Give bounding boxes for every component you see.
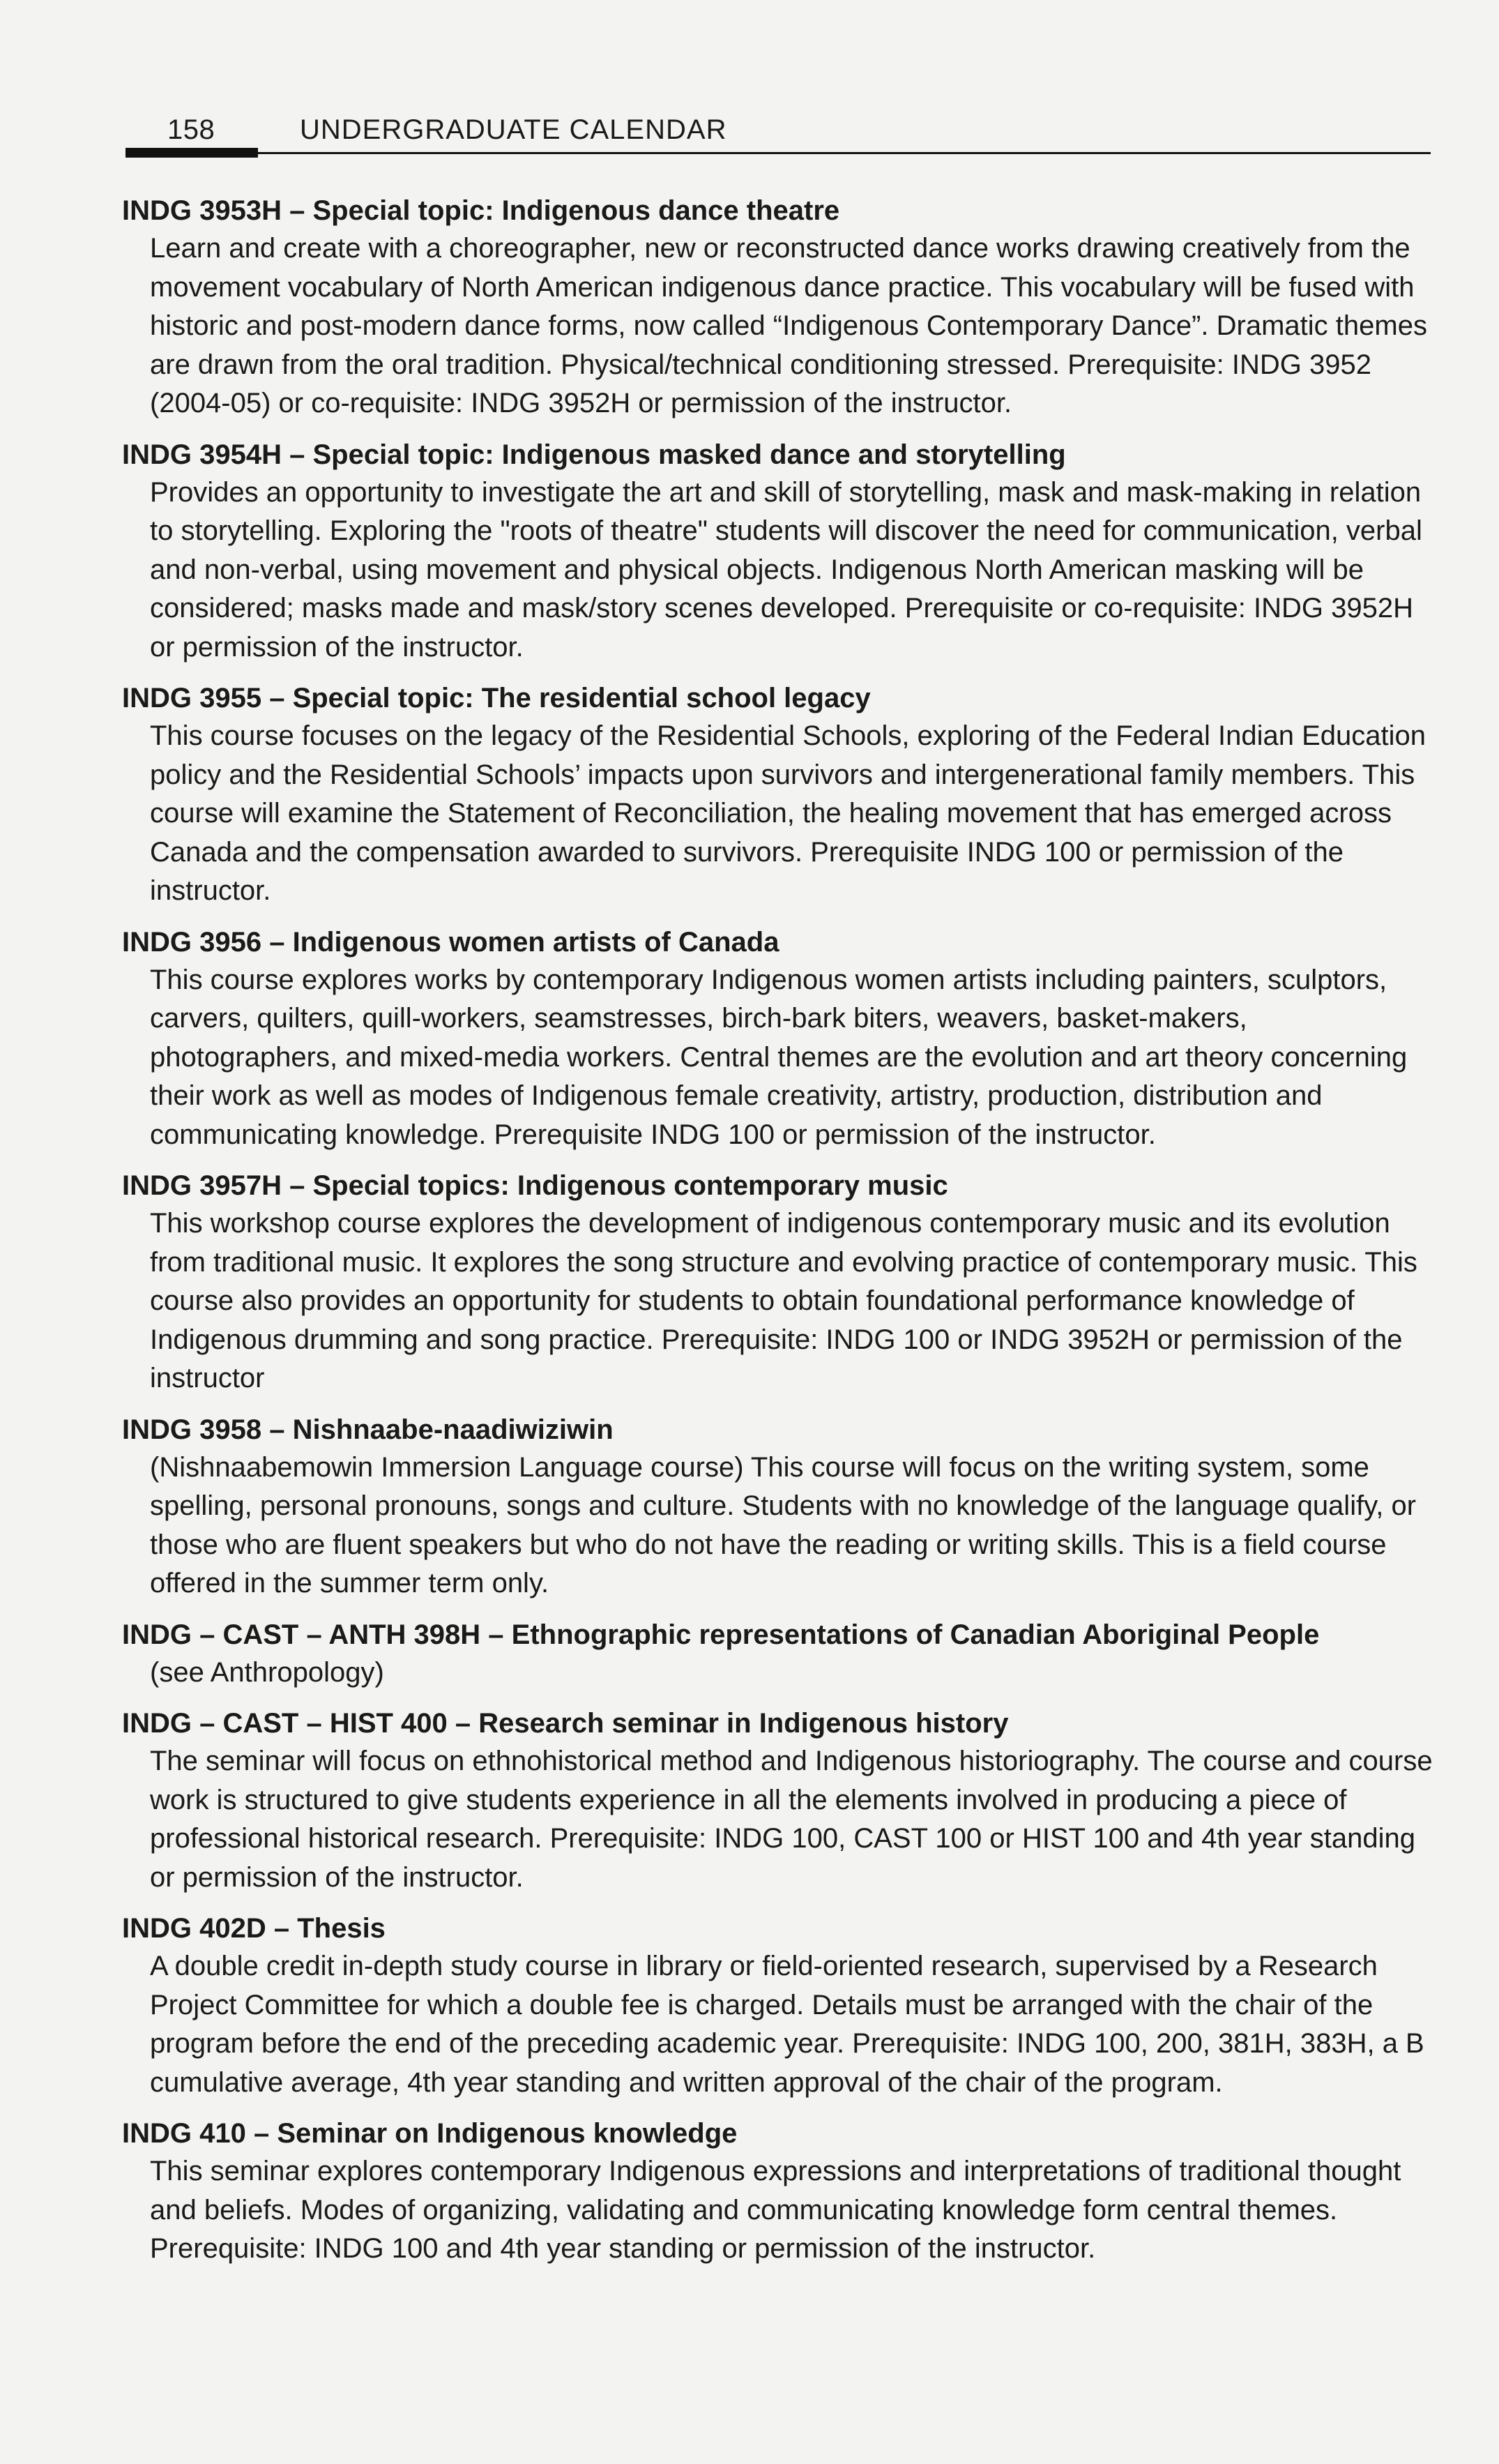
course-description: This course explores works by contemporary Indigenous women artists including painters, sculptors, carvers, quilters, quill-workers, seamstresses, birch-bark biters, weavers, basket-makers, photographers, and mixed-media workers. Central themes are the evolution and art theory concerning their work as well as modes of Indigenous female creativity, artistry, production, distribution and communicating knowledge. Prerequisite INDG 100 or permission of the instructor. <box>150 964 1408 1150</box>
course-entry-indg-3953h <box>122 192 1433 423</box>
course-cross-reference: (see Anthropology) <box>150 1656 384 1688</box>
page-number: 158 <box>167 114 215 145</box>
course-entry-indg-3957h <box>122 1167 1433 1398</box>
course-entry-indg-3954h <box>122 436 1433 667</box>
course-entry-indg-3958 <box>122 1411 1433 1603</box>
header-thin-rule <box>258 152 1431 154</box>
course-entry-indg-410 <box>122 2115 1433 2269</box>
course-title: INDG 402D – Thesis <box>122 1913 386 1944</box>
course-description: Learn and create with a choreographer, new or reconstructed dance works drawing creatively from the movement vocabulary of North American indigenous dance practice. This vocabulary will be fused with historic and post-modern dance forms, now called “Indigenous Contemporary Dance”. Dramatic themes are drawn from the oral tradition. Physical/technical conditioning stressed. Prerequisite: INDG 3952 (2004-05) or co-requisite: INDG 3952H or permission of the instructor. <box>150 233 1427 418</box>
course-description: This seminar explores contemporary Indigenous expressions and interpretations of traditional thought and beliefs. Modes of organizing, validating and communicating knowledge form central themes. Prerequisite: INDG 100 and 4th year standing or permission of the instructor. <box>150 2156 1401 2264</box>
course-description: This workshop course explores the development of indigenous contemporary music and its evolution from traditional music. It explores the song structure and evolving practice of contemporary music. This course also provides an opportunity for students to obtain foundational performance knowledge of Indigenous drumming and song practice. Prerequisite: INDG 100 or INDG 3952H or permission of the instructor <box>150 1208 1417 1393</box>
course-list <box>122 192 1433 2281</box>
course-description: A double credit in-depth study course in library or field-oriented research, supervised by a Research Project Committee for which a double fee is charged. Details must be arranged with the chair of the program before the end of the preceding academic year. Prerequisite: INDG 100, 200, 381H, 383H, a B cumulative average, 4th year standing and written approval of the chair of the program. <box>150 1951 1424 2098</box>
course-description: Provides an opportunity to investigate the art and skill of storytelling, mask and mask-making in relation to storytelling. Exploring the "roots of theatre" students will discover the need for communication, verbal and non-verbal, using movement and physical objects. Indigenous North American masking will be considered; masks made and mask/story scenes developed. Prerequisite or co-requisite: INDG 3952H or permission of the instructor. <box>150 476 1422 663</box>
course-title: INDG 3953H – Special topic: Indigenous dance theatre <box>122 195 840 226</box>
course-description: (Nishnaabemowin Immersion Language course) This course will focus on the writing system, some spelling, personal pronouns, songs and culture. Students with no knowledge of the language qualify, or those who are fluent speakers but who do not have the reading or writing skills. This is a field course offered in the summer term only. <box>150 1451 1417 1598</box>
course-title: INDG 3957H – Special topics: Indigenous contemporary music <box>122 1170 948 1201</box>
course-title: INDG – CAST – HIST 400 – Research seminar in Indigenous history <box>122 1708 1009 1739</box>
course-title: INDG 410 – Seminar on Indigenous knowledge <box>122 2118 738 2149</box>
course-entry-anth-398h <box>122 1616 1433 1693</box>
course-entry-indg-3955 <box>122 679 1433 911</box>
course-entry-indg-3956 <box>122 923 1433 1155</box>
course-title: INDG 3956 – Indigenous women artists of Canada <box>122 926 779 958</box>
course-title: INDG 3954H – Special topic: Indigenous masked dance and storytelling <box>122 439 1066 470</box>
course-title: INDG 3958 – Nishnaabe-naadiwiziwin <box>122 1414 614 1445</box>
page-header <box>125 109 1431 158</box>
header-thick-rule <box>125 148 258 158</box>
course-description: This course focuses on the legacy of the Residential Schools, exploring of the Federal Indian Education policy and the Residential Schools’ impacts upon survivors and intergenerational family members. This course will examine the Statement of Reconciliation, the healing movement that has emerged across Canada and the compensation awarded to survivors. Prerequisite INDG 100 or permission of the instructor. <box>150 720 1426 906</box>
course-title: INDG 3955 – Special topic: The residential school legacy <box>122 683 871 713</box>
course-entry-hist-400 <box>122 1705 1433 1897</box>
running-head: UNDERGRADUATE CALENDAR <box>300 114 727 145</box>
course-description: The seminar will focus on ethnohistorical method and Indigenous historiography. The course and course work is structured to give students experience in all the elements involved in producing a piece of professional historical research. Prerequisite: INDG 100, CAST 100 or HIST 100 and 4th year standing or permission of the instructor. <box>150 1746 1433 1893</box>
course-title: INDG – CAST – ANTH 398H – Ethnographic representations of Canadian Aboriginal People <box>122 1619 1320 1650</box>
course-entry-indg-402d <box>122 1910 1433 2102</box>
